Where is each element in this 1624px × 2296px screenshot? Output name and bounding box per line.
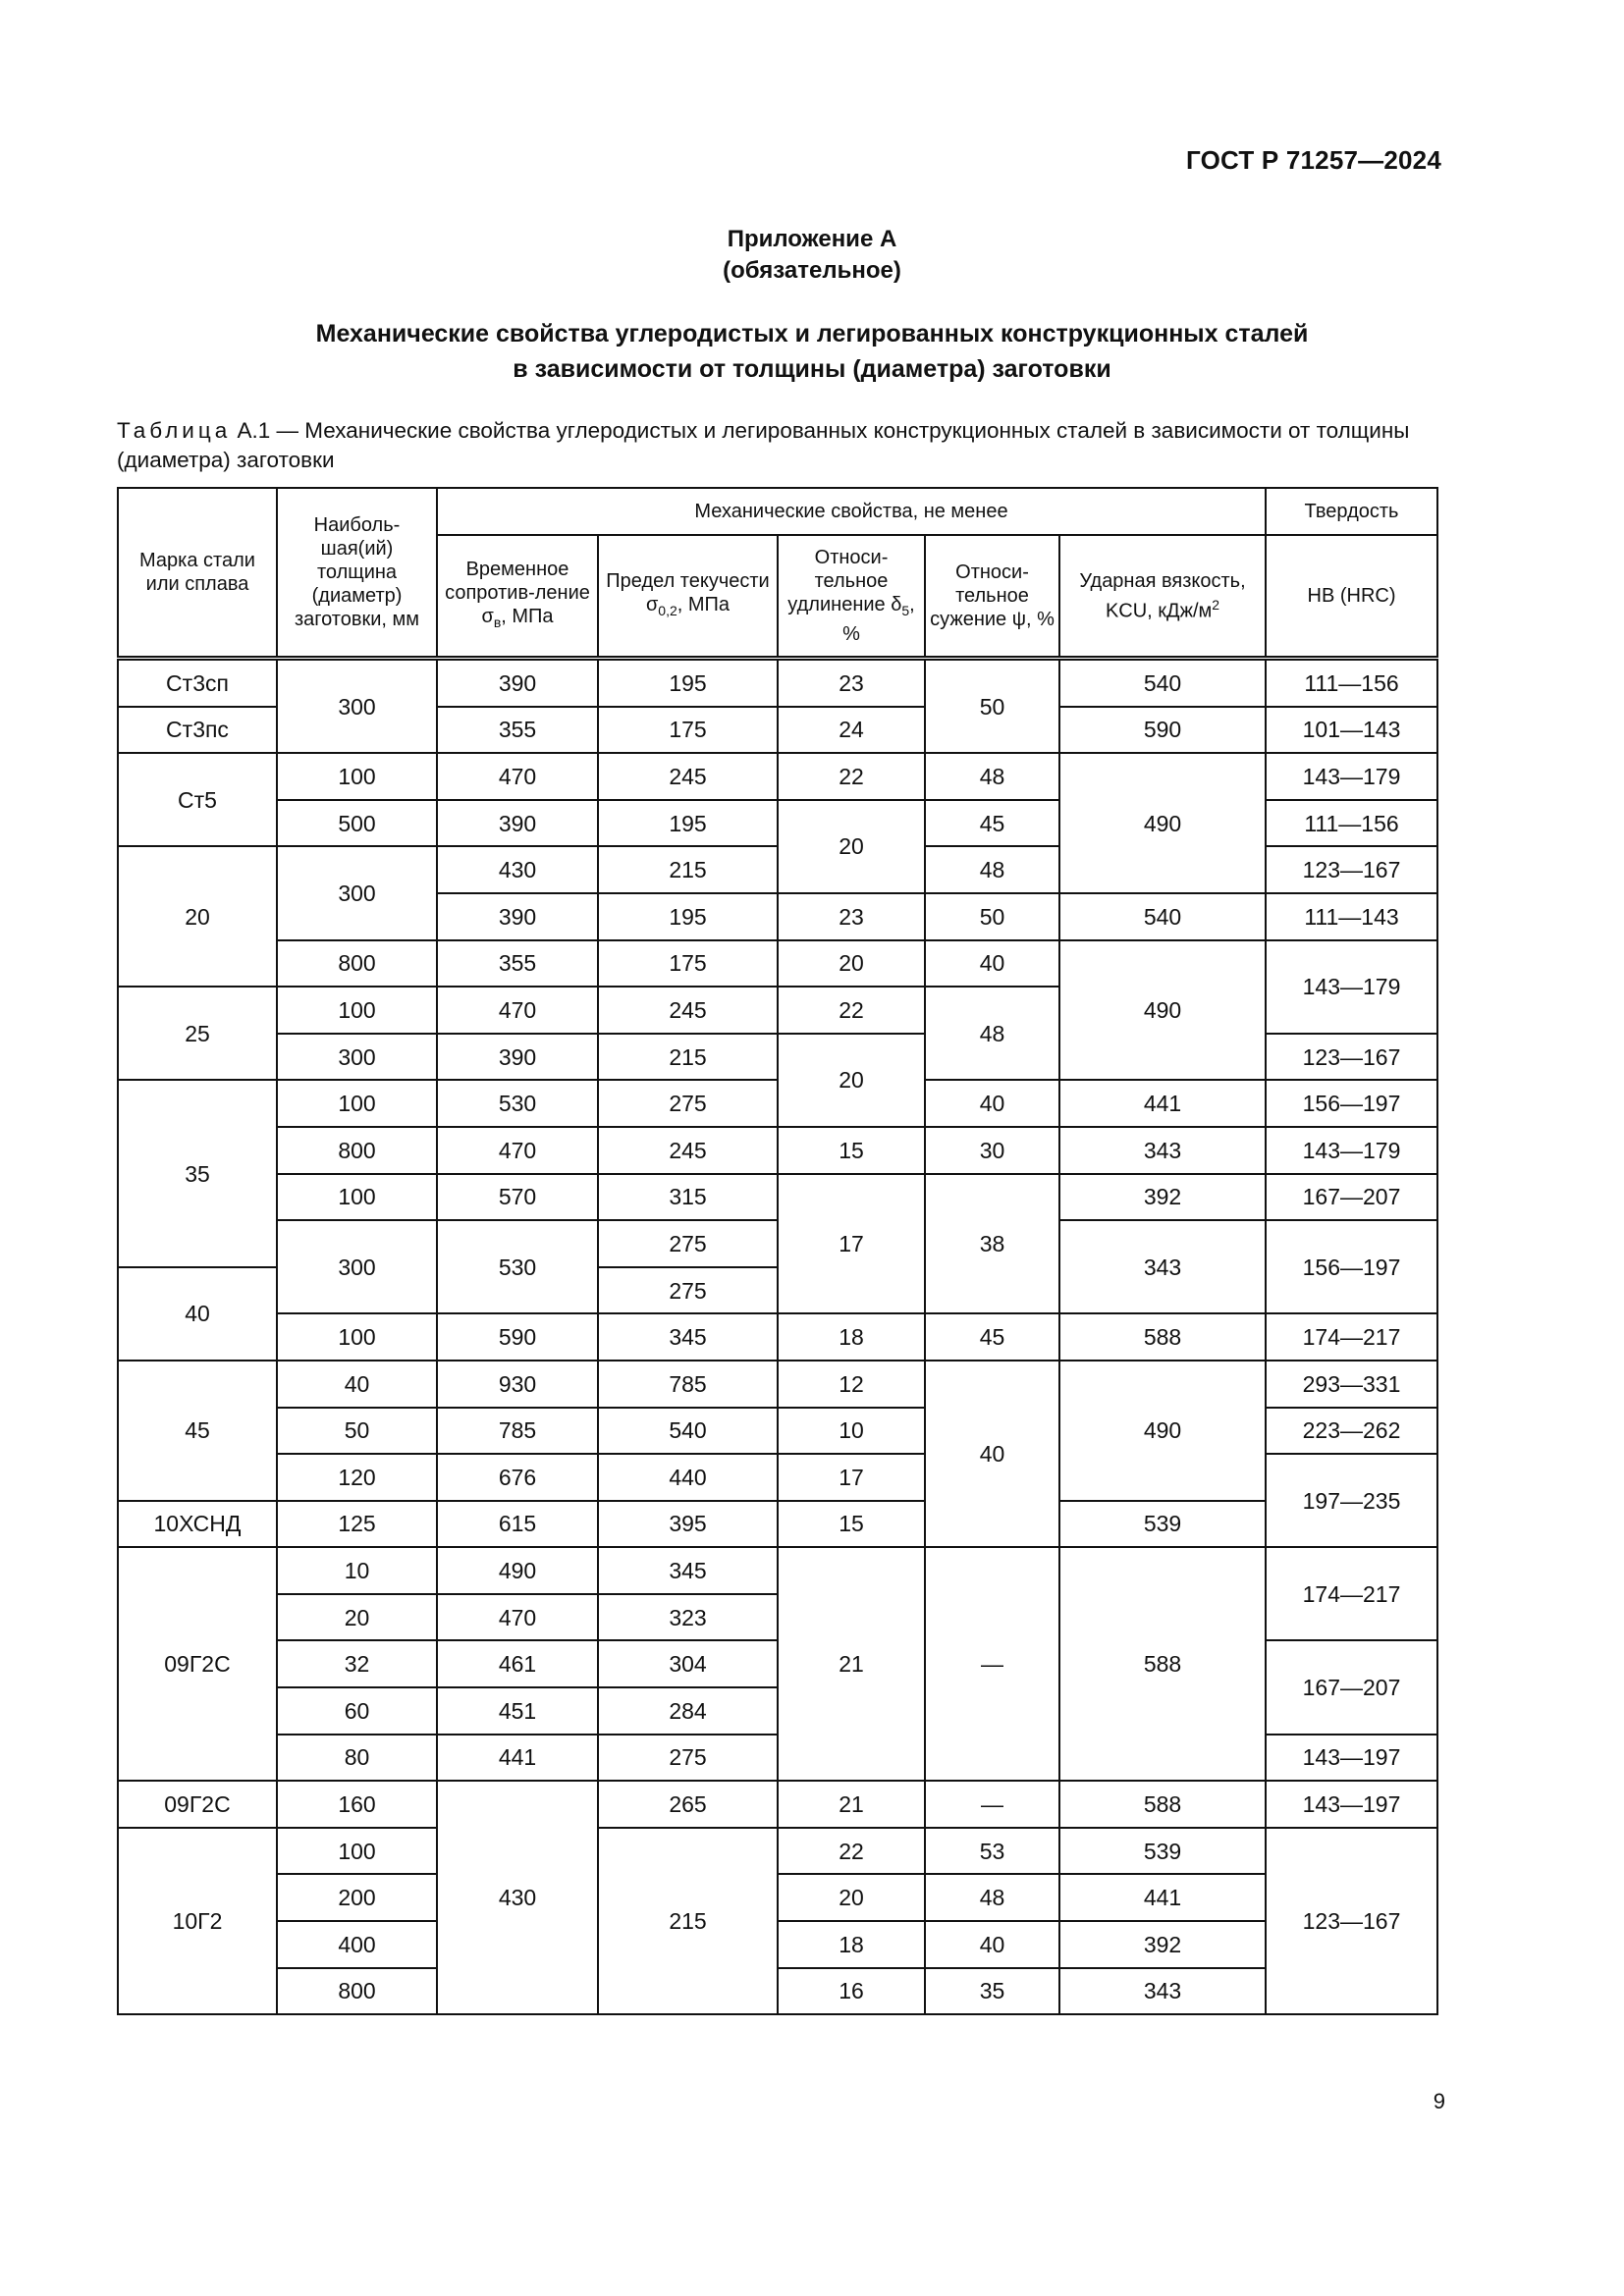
cell-thickness: 500 [277,800,437,847]
mechanical-properties-table [117,487,1438,2015]
cell-elongation: 12 [778,1361,925,1408]
cell-impact: 343 [1059,1968,1266,2015]
cell-thickness: 100 [277,987,437,1034]
cell-hardness: 174—217 [1266,1547,1437,1640]
cell-yield: 265 [598,1781,778,1828]
cell-grade: 45 [118,1361,277,1501]
cell-elongation: 17 [778,1454,925,1501]
table-row [118,1874,1437,1921]
cell-elongation: 18 [778,1921,925,1968]
cell-elongation: 20 [778,1034,925,1127]
page-number: 9 [1433,2089,1445,2113]
cell-grade: Ст3пс [118,707,277,754]
header-elongation [778,535,925,659]
cell-yield: 275 [598,1267,778,1314]
cell-yield: 215 [598,846,778,893]
cell-tensile: 451 [437,1687,598,1735]
table-header [118,488,1437,659]
cell-hardness: 223—262 [1266,1408,1437,1455]
cell-tensile: 441 [437,1735,598,1782]
header-hardness: Твердость [1266,488,1437,535]
table-caption-text: А.1 — Механические свойства углеродистых и легированных конструкционных сталей в зависимости от толщины (диаметра) заготовки [117,418,1410,472]
cell-thickness: 120 [277,1454,437,1501]
cell-thickness: 300 [277,1034,437,1081]
cell-thickness: 80 [277,1735,437,1782]
table-row [118,1828,1437,1875]
table-row [118,1547,1437,1594]
cell-tensile: 470 [437,1127,598,1174]
table-body [118,659,1437,2015]
table-caption [117,416,1446,475]
header-yield-text: Предел текучести σ [606,570,770,615]
cell-thickness: 300 [277,659,437,754]
cell-reduction: 40 [925,1921,1059,1968]
cell-hardness: 123—167 [1266,1828,1437,2014]
header-yield-unit: , МПа [677,594,731,615]
cell-thickness: 300 [277,846,437,939]
cell-thickness: 400 [277,1921,437,1968]
cell-tensile: 355 [437,707,598,754]
cell-grade: 25 [118,987,277,1080]
heading-line-2: в зависимости от толщины (диаметра) заготовки [513,355,1111,383]
cell-hardness: 174—217 [1266,1313,1437,1361]
cell-yield: 275 [598,1735,778,1782]
cell-tensile: 470 [437,753,598,800]
table-row [118,1127,1437,1174]
cell-elongation: 20 [778,800,925,893]
cell-tensile: 530 [437,1080,598,1127]
cell-yield: 195 [598,800,778,847]
table-row [118,1174,1437,1221]
cell-grade: Ст3сп [118,659,277,707]
cell-thickness: 100 [277,1828,437,1875]
annex-title: Приложение А [727,226,897,252]
header-yield-sub: 0,2 [658,603,677,618]
cell-thickness: 10 [277,1547,437,1594]
header-tensile-unit: , МПа [501,606,554,627]
cell-thickness: 125 [277,1501,437,1548]
cell-impact: 539 [1059,1501,1266,1548]
table-row [118,1781,1437,1828]
header-impact [1059,535,1266,659]
cell-tensile: 461 [437,1640,598,1687]
cell-thickness: 800 [277,1127,437,1174]
cell-hardness: 143—179 [1266,940,1437,1034]
cell-yield: 215 [598,1034,778,1081]
cell-tensile: 530 [437,1220,598,1313]
header-elongation-sub: 5 [901,603,910,618]
cell-impact: 392 [1059,1174,1266,1221]
cell-impact: 490 [1059,1361,1266,1501]
cell-yield: 245 [598,753,778,800]
cell-impact: 441 [1059,1080,1266,1127]
cell-reduction: 38 [925,1174,1059,1314]
cell-hardness: 111—143 [1266,893,1437,940]
header-thickness: Наиболь-шая(ий) толщина (диаметр) заготовки, мм [277,488,437,659]
cell-thickness: 100 [277,753,437,800]
cell-elongation: 23 [778,893,925,940]
header-tensile-sub: в [493,614,502,630]
cell-tensile: 390 [437,800,598,847]
cell-tensile: 570 [437,1174,598,1221]
cell-elongation: 10 [778,1408,925,1455]
section-heading [0,316,1624,387]
cell-tensile: 430 [437,1781,598,2014]
cell-tensile: 590 [437,1313,598,1361]
cell-yield: 175 [598,940,778,988]
cell-hardness: 123—167 [1266,846,1437,893]
cell-elongation: 24 [778,707,925,754]
cell-reduction: 30 [925,1127,1059,1174]
cell-yield: 785 [598,1361,778,1408]
cell-hardness: 111—156 [1266,800,1437,847]
header-hb: HB (HRC) [1266,535,1437,659]
cell-thickness: 100 [277,1174,437,1221]
cell-hardness: 167—207 [1266,1640,1437,1734]
cell-reduction: — [925,1781,1059,1828]
cell-reduction: 50 [925,659,1059,754]
cell-yield: 315 [598,1174,778,1221]
cell-yield: 395 [598,1501,778,1548]
cell-grade: Ст5 [118,753,277,846]
header-reduction: Относи-тельное сужение ψ, % [925,535,1059,659]
cell-thickness: 20 [277,1594,437,1641]
cell-tensile: 676 [437,1454,598,1501]
table-row [118,753,1437,800]
cell-elongation: 17 [778,1174,925,1314]
cell-elongation: 15 [778,1127,925,1174]
cell-hardness: 101—143 [1266,707,1437,754]
header-yield [598,535,778,659]
cell-tensile: 615 [437,1501,598,1548]
cell-impact: 540 [1059,659,1266,707]
cell-elongation: 21 [778,1781,925,1828]
cell-tensile: 470 [437,1594,598,1641]
cell-impact: 490 [1059,753,1266,893]
cell-thickness: 50 [277,1408,437,1455]
cell-hardness: 293—331 [1266,1361,1437,1408]
header-tensile [437,535,598,659]
cell-impact: 588 [1059,1313,1266,1361]
cell-yield: 323 [598,1594,778,1641]
cell-yield: 345 [598,1547,778,1594]
cell-grade: 10ХСНД [118,1501,277,1548]
cell-grade: 09Г2С [118,1547,277,1781]
cell-reduction: 45 [925,800,1059,847]
cell-yield: 284 [598,1687,778,1735]
cell-impact: 343 [1059,1220,1266,1313]
cell-reduction: 48 [925,1874,1059,1921]
cell-thickness: 800 [277,940,437,988]
annex-status: (обязательное) [723,257,901,284]
cell-elongation: 18 [778,1313,925,1361]
table-row [118,940,1437,988]
cell-thickness: 100 [277,1080,437,1127]
cell-tensile: 390 [437,893,598,940]
cell-elongation: 16 [778,1968,925,2015]
cell-hardness: 167—207 [1266,1174,1437,1221]
cell-tensile: 785 [437,1408,598,1455]
table-row [118,1501,1437,1548]
cell-impact: 540 [1059,893,1266,940]
cell-reduction: 53 [925,1828,1059,1875]
cell-tensile: 930 [437,1361,598,1408]
cell-elongation: 20 [778,940,925,988]
cell-tensile: 390 [437,1034,598,1081]
cell-thickness: 160 [277,1781,437,1828]
cell-hardness: 123—167 [1266,1034,1437,1081]
cell-tensile: 430 [437,846,598,893]
cell-elongation: 20 [778,1874,925,1921]
cell-hardness: 143—197 [1266,1781,1437,1828]
cell-reduction: 45 [925,1313,1059,1361]
cell-elongation: 22 [778,753,925,800]
cell-yield: 195 [598,893,778,940]
cell-reduction: 40 [925,1361,1059,1547]
table-row [118,1968,1437,2015]
cell-impact: 539 [1059,1828,1266,1875]
cell-thickness: 200 [277,1874,437,1921]
cell-reduction: 48 [925,753,1059,800]
cell-hardness: 143—179 [1266,753,1437,800]
cell-thickness: 60 [277,1687,437,1735]
cell-impact: 588 [1059,1781,1266,1828]
cell-tensile: 355 [437,940,598,988]
cell-hardness: 156—197 [1266,1080,1437,1127]
header-elongation-text: Относи-тельное удлинение δ [787,547,902,615]
cell-reduction: 48 [925,846,1059,893]
header-impact-sup: 2 [1212,596,1220,613]
cell-yield: 304 [598,1640,778,1687]
header-tensile-text: Временное сопротив-ление σ [445,559,590,627]
heading-line-1: Механические свойства углеродистых и легированных конструкционных сталей [315,320,1309,347]
cell-reduction: 40 [925,1080,1059,1127]
cell-tensile: 490 [437,1547,598,1594]
cell-impact: 590 [1059,707,1266,754]
cell-reduction: 48 [925,987,1059,1080]
cell-yield: 345 [598,1313,778,1361]
header-mechanical-properties: Механические свойства, не менее [437,488,1266,535]
cell-grade: 40 [118,1267,277,1361]
cell-hardness: 143—179 [1266,1127,1437,1174]
cell-impact: 392 [1059,1921,1266,1968]
cell-reduction: 35 [925,1968,1059,2015]
cell-grade: 09Г2С [118,1781,277,1828]
table-row [118,1313,1437,1361]
cell-impact: 490 [1059,940,1266,1081]
cell-yield: 275 [598,1220,778,1267]
cell-yield: 245 [598,1127,778,1174]
cell-thickness: 800 [277,1968,437,2015]
cell-hardness: 143—197 [1266,1735,1437,1782]
cell-grade: 35 [118,1080,277,1266]
cell-elongation: 21 [778,1547,925,1781]
cell-thickness: 300 [277,1220,437,1313]
cell-thickness: 40 [277,1361,437,1408]
cell-grade: 20 [118,846,277,987]
cell-hardness: 156—197 [1266,1220,1437,1313]
cell-impact: 343 [1059,1127,1266,1174]
cell-elongation: 23 [778,659,925,707]
annex-header [0,224,1624,287]
cell-elongation: 15 [778,1501,925,1548]
cell-elongation: 22 [778,987,925,1034]
cell-yield: 215 [598,1828,778,2014]
cell-hardness: 197—235 [1266,1454,1437,1547]
cell-grade: 10Г2 [118,1828,277,2014]
cell-reduction: 50 [925,893,1059,940]
cell-reduction: 40 [925,940,1059,988]
cell-impact: 588 [1059,1547,1266,1781]
cell-impact: 441 [1059,1874,1266,1921]
document-code: ГОСТ Р 71257—2024 [1186,145,1441,175]
cell-tensile: 390 [437,659,598,707]
header-grade: Марка стали или сплава [118,488,277,659]
cell-tensile: 470 [437,987,598,1034]
table-row [118,1921,1437,1968]
table-row [118,1361,1437,1408]
cell-yield: 440 [598,1454,778,1501]
cell-yield: 275 [598,1080,778,1127]
table-row [118,659,1437,707]
cell-yield: 540 [598,1408,778,1455]
cell-yield: 195 [598,659,778,707]
cell-yield: 245 [598,987,778,1034]
cell-thickness: 32 [277,1640,437,1687]
cell-elongation: 22 [778,1828,925,1875]
header-elongation-unit: , % [842,594,915,645]
table-caption-label: Таблица [117,418,232,443]
cell-thickness: 100 [277,1313,437,1361]
cell-reduction: — [925,1547,1059,1781]
header-impact-text: Ударная вязкость, KCU, кДж/м [1079,569,1246,622]
cell-yield: 175 [598,707,778,754]
cell-hardness: 111—156 [1266,659,1437,707]
